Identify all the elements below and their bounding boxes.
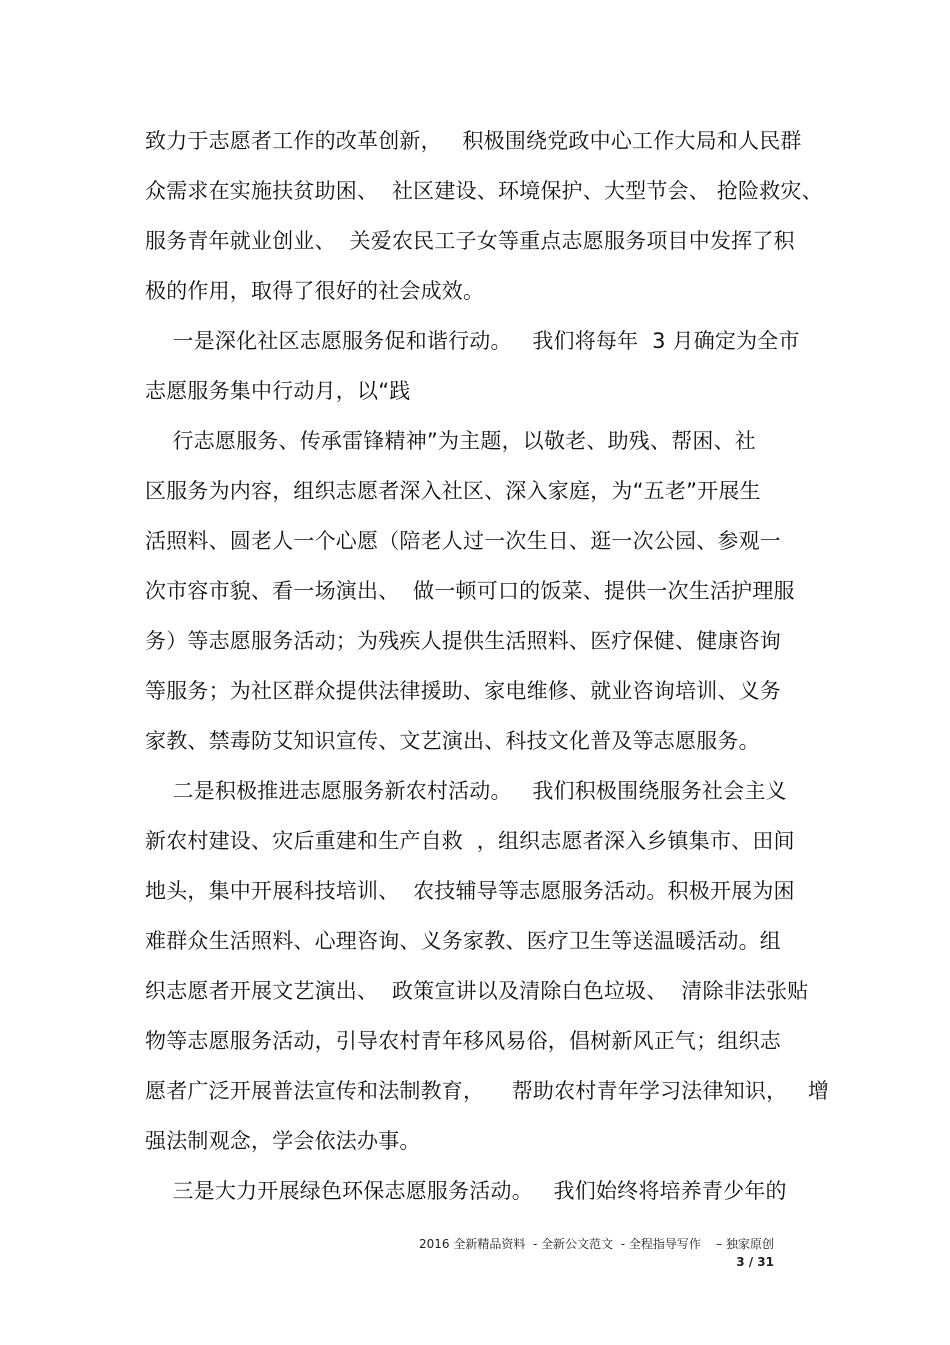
text-line: 务）等志愿服务活动；为残疾人提供生活照料、医疗保健、健康咨询 <box>145 629 781 653</box>
page-number: 3 / 31 <box>736 1255 774 1269</box>
text-line: 服务青年就业创业、 关爱农民工子女等重点志愿服务项目中发挥了积 <box>145 229 795 253</box>
text-line: 强法制观念，学会依法办事。 <box>145 1129 421 1153</box>
text-line: 新农村建设、灾后重建和生产自救 ，组织志愿者深入乡镇集市、田间 <box>145 829 795 853</box>
text-line: 一是深化社区志愿服务促和谐行动。 我们将每年 3 月确定为全市 <box>145 329 800 353</box>
text-line: 难群众生活照料、心理咨询、义务家教、医疗卫生等送温暖活动。组 <box>145 929 781 953</box>
text-line: 活照料、圆老人一个心愿（陪老人过一次生日、逛一次公园、参观一 <box>145 529 781 553</box>
text-line: 三是大力开展绿色环保志愿服务活动。 我们始终将培养青少年的 <box>145 1179 787 1203</box>
text-line: 地头，集中开展科技培训、 农技辅导等志愿服务活动。积极开展为困 <box>145 879 795 903</box>
text-line: 致力于志愿者工作的改革创新， 积极围绕党政中心工作大局和人民群 <box>145 129 802 153</box>
text-line: 行志愿服务、传承雷锋精神”为主题，以敬老、助残、帮困、社 <box>145 429 756 453</box>
text-line: 物等志愿服务活动，引导农村青年移风易俗，倡树新风正气；组织志 <box>145 1029 781 1053</box>
text-line: 志愿服务集中行动月，以“践 <box>145 379 411 403</box>
text-line: 家教、禁毒防艾知识宣传、文艺演出、科技文化普及等志愿服务。 <box>145 729 760 753</box>
footer-text: 2016 全新精品资料 - 全新公文范文 - 全程指导写作 – 独家原创 <box>419 1237 774 1251</box>
text-line: 愿者广泛开展普法宣传和法制教育， 帮助农村青年学习法律知识， 增 <box>145 1079 830 1103</box>
text-line: 众需求在实施扶贫助困、 社区建设、环境保护、大型节会、 抢险救灾、 <box>145 179 823 203</box>
text-line: 织志愿者开展文艺演出、 政策宣讲以及清除白色垃圾、 清除非法张贴 <box>145 979 809 1003</box>
text-line: 区服务为内容，组织志愿者深入社区、深入家庭，为“五老”开展生 <box>145 479 761 503</box>
text-line: 等服务；为社区群众提供法律援助、家电维修、就业咨询培训、义务 <box>145 679 781 703</box>
text-line: 次市容市貌、看一场演出、 做一顿可口的饭菜、提供一次生活护理服 <box>145 579 795 603</box>
text-line: 极的作用，取得了很好的社会成效。 <box>145 279 485 303</box>
text-line: 二是积极推进志愿服务新农村活动。 我们积极围绕服务社会主义 <box>145 779 787 803</box>
